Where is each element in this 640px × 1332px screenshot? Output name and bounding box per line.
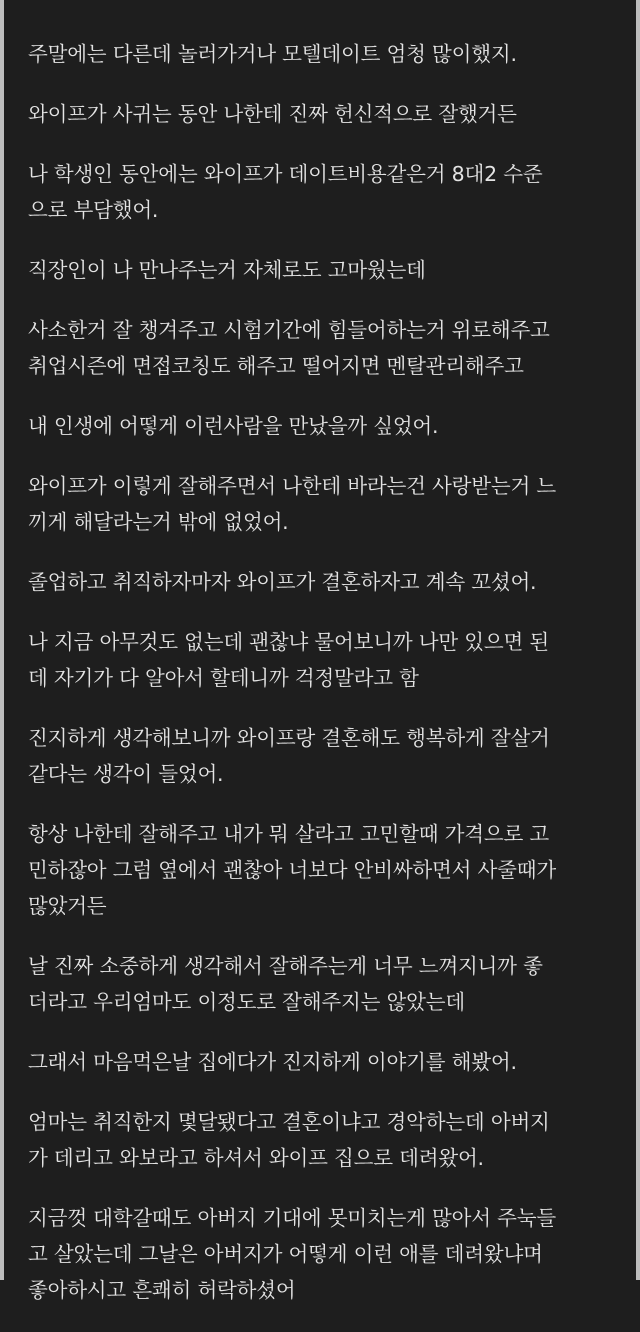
paragraph-7: 와이프가 이렇게 잘해주면서 나한테 바라는건 사랑받는거 느 끼게 해달라는거 밖에 없었어. — [28, 474, 556, 534]
paragraph-14: 엄마는 취직한지 몇달됐다고 결혼이냐고 경악하는데 아버지 가 데리고 와보라고 하셔서 와이프 집으로 데려왔어. — [28, 1110, 550, 1170]
paragraph-2: 와이프가 사귀는 동안 나한테 진짜 헌신적으로 잘했거든 — [28, 102, 517, 126]
paragraph-1: 주말에는 다른데 놀러가거나 모텔데이트 엄청 많이했지. — [28, 42, 517, 66]
post-body — [28, 0, 628, 1332]
paragraph-3: 나 학생인 동안에는 와이프가 데이트비용같은거 8대2 수준 으로 부담했어. — [28, 162, 543, 222]
paragraph-6: 내 인생에 어떻게 이런사람을 만났을까 싶었어. — [28, 414, 439, 438]
paragraph-4: 직장인이 나 만나주는거 자체로도 고마웠는데 — [28, 258, 426, 282]
paragraph-15: 지금껏 대학갈때도 아버지 기대에 못미치는게 많아서 주눅들 고 살았는데 그날은 아버지가 어떻게 이런 애를 데려왔냐며 좋아하시고 흔쾌히 허락하셨어 — [28, 1206, 556, 1302]
paragraph-5: 사소한거 잘 챙겨주고 시험기간에 힘들어하는거 위로해주고 취업시즌에 면접코칭도 해주고 떨어지면 멘탈관리해주고 — [28, 318, 550, 378]
paragraph-13: 그래서 마음먹은날 집에다가 진지하게 이야기를 해봤어. — [28, 1050, 517, 1074]
paragraph-9: 나 지금 아무것도 없는데 괜찮냐 물어보니까 나만 있으면 된 데 자기가 다 알아서 할테니까 걱정말라고 함 — [28, 630, 550, 690]
paragraph-8: 졸업하고 취직하자마자 와이프가 결혼하자고 계속 꼬셨어. — [28, 570, 537, 594]
paragraph-11: 항상 나한테 잘해주고 내가 뭐 살라고 고민할때 가격으로 고 민하잖아 그럼 옆에서 괜찮아 너보다 안비싸하면서 사줄때가 많았거든 — [28, 822, 556, 918]
paragraph-10: 진지하게 생각해보니까 와이프랑 결혼해도 행복하게 잘살거 같다는 생각이 들었어. — [28, 726, 550, 786]
paragraph-12: 날 진짜 소중하게 생각해서 잘해주는게 너무 느껴지니까 좋 더라고 우리엄마도 이정도로 잘해주지는 않았는데 — [28, 954, 543, 1014]
